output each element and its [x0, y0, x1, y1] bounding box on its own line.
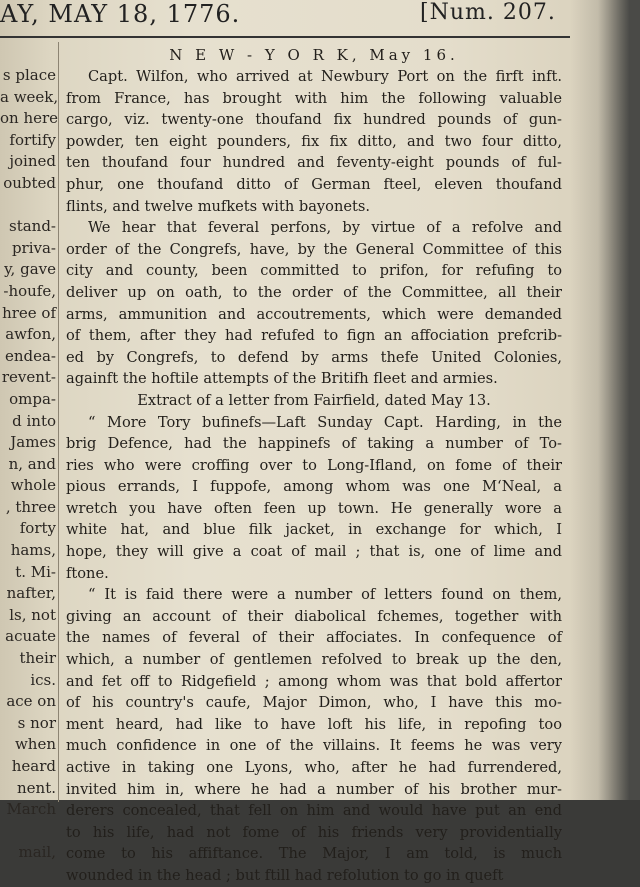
text-line: come to his affiftance. The Major, I am told, is much — [66, 845, 562, 863]
article-paragraph — [66, 217, 562, 390]
text-line: the names of feveral of their affociates. In confequence of — [66, 629, 562, 647]
text-line: phur, one thoufand ditto of German fteel, eleven thoufand — [66, 175, 562, 193]
text-line: arms, ammunition and accoutrements, which were demanded — [66, 305, 562, 323]
left-column-line: joined — [9, 152, 56, 171]
text-line: wretch you have often feen up town. He generally wore a — [66, 499, 562, 517]
left-column-line: ics. — [30, 670, 56, 689]
left-column-line: their — [19, 649, 56, 668]
left-column-line: forty — [19, 519, 56, 538]
left-column-line: when — [14, 735, 56, 754]
text-line: ftone. — [66, 564, 109, 582]
article-paragraph — [66, 584, 562, 886]
left-column-line: a week, — [0, 87, 59, 106]
text-line: ment heard, had like to have loft his life, in repofing too — [66, 715, 562, 733]
left-column-line: revent- — [1, 368, 56, 387]
text-line: wounded in the head ; but ftill had refolution to go in queft — [66, 866, 504, 884]
text-line: and fet off to Ridgefield ; among whom was that bold affertor — [66, 672, 562, 690]
text-line: of them, after they had refufed to fign an affociation prefcrib- — [66, 327, 562, 345]
text-line: againft the hoftile attempts of the Britifh fleet and armies. — [66, 370, 498, 388]
left-column-line: awfon, — [5, 325, 56, 344]
left-column-line: t. Mi- — [15, 562, 56, 581]
text-line: active in taking one Lyons, who, after he had furrendered, — [66, 759, 562, 776]
page-edge-shadow — [570, 0, 640, 800]
text-line: giving an account of their diabolical fchemes, together with — [66, 607, 562, 625]
text-line: deliver up on oath, to the order of the Committee, all their — [66, 283, 562, 301]
left-column-line: heard — [11, 757, 56, 775]
left-column-line: oubted — [3, 173, 56, 192]
left-column-line: endea- — [4, 346, 56, 365]
left-column-line: ls, not — [9, 605, 56, 624]
text-line: Capt. Wilfon, who arrived at Newbury Port on the firft inft. — [88, 68, 562, 85]
left-column-line: hree of — [2, 303, 56, 322]
text-line: derers concealed, that fell on him and would have put an end — [66, 802, 562, 820]
left-column-line: hams, — [10, 541, 56, 560]
text-line: brig Defence, had the happinefs of taking a number of To- — [66, 435, 562, 453]
text-line: “ More Tory bufinefs—Laft Sunday Capt. Harding, in the — [88, 413, 562, 431]
left-column-line: ompa- — [9, 389, 56, 408]
text-line: ed by Congrefs, to defend by arms thefe United Colonies, — [66, 348, 562, 366]
left-column-line: priva- — [11, 238, 56, 257]
column-divider — [58, 42, 59, 802]
left-column-line: on here — [0, 109, 59, 128]
main-column — [66, 44, 562, 887]
text-line: “ It is faid there were a number of letters found on them, — [88, 586, 562, 604]
left-column-line: s nor — [17, 713, 56, 732]
left-column-line: , three — [5, 497, 56, 516]
article-paragraph — [66, 390, 562, 412]
text-line: We hear that feveral perfons, by virtue of a refolve and — [88, 219, 562, 237]
left-column-line: nafter, — [6, 584, 56, 603]
left-column-line: nent. — [17, 778, 56, 797]
left-column-line: mail, — [18, 843, 56, 862]
masthead-rule — [0, 36, 570, 38]
left-column-line: acuate — [5, 627, 56, 646]
text-line: ten thoufand four hundred and feventy-eight pounds of ful- — [66, 154, 562, 172]
text-line: from France, has brought with him the following valuable — [66, 89, 562, 107]
text-line: pious errands, I fuppofe, among whom was one M‘Neal, a — [66, 478, 562, 496]
text-line: which, a number of gentlemen refolved to break up the den, — [66, 651, 562, 669]
issue-number: [Num. 207. — [420, 0, 556, 25]
text-line: white hat, and blue filk jacket, in exchange for which, I — [66, 521, 562, 539]
masthead — [0, 0, 600, 36]
text-line: to his life, had not fome of his friends very providentially — [66, 823, 562, 841]
text-line: powder, ten eight pounders, fix fix ditto, and two four ditto, — [66, 132, 562, 150]
text-line: much confidence in one of the villains. It feems he was very — [66, 737, 562, 755]
left-column — [0, 65, 59, 864]
left-column-line — [0, 195, 56, 217]
left-column-line: -houfe, — [3, 281, 56, 300]
extract-heading: Extract of a letter from Fairfield, dated May 13. — [137, 391, 491, 409]
text-line: of his country's caufe, Major Dimon, who, I have this mo- — [66, 694, 562, 712]
left-column-line: whole — [10, 476, 56, 495]
text-line: cargo, viz. twenty-one thoufand fix hundred pounds of gun- — [66, 111, 562, 129]
left-column-line: y, gave — [4, 260, 56, 279]
left-column-line: s place — [2, 66, 56, 84]
masthead-date: AY, MAY 18, 1776. — [0, 0, 241, 28]
left-column-line: stand- — [9, 217, 56, 236]
article-paragraph — [66, 412, 562, 585]
text-line: order of the Congrefs, have, by the General Committee of this — [66, 240, 562, 258]
left-column-line: ace on — [6, 692, 56, 711]
left-column-line — [0, 821, 56, 843]
text-line: flints, and twelve mufkets with bayonets. — [66, 197, 370, 215]
left-column-line: James — [10, 433, 56, 452]
text-line: ries who were croffing over to Long-Ifland, on fome of their — [66, 456, 562, 474]
text-line: hope, they will give a coat of mail ; that is, one of lime and — [66, 543, 562, 561]
left-column-line: March — [6, 800, 56, 819]
article-paragraph — [66, 66, 562, 217]
left-column-line: d into — [12, 411, 56, 430]
dateline-headline: N E W - Y O R K, May 16. — [169, 46, 459, 64]
text-line: invited him in, where he had a number of his brother mur- — [66, 780, 562, 798]
left-column-line: fortify — [9, 130, 56, 149]
text-line: city and county, been committed to prifon, for refufing to — [66, 262, 562, 280]
left-column-line: n, and — [8, 454, 56, 473]
